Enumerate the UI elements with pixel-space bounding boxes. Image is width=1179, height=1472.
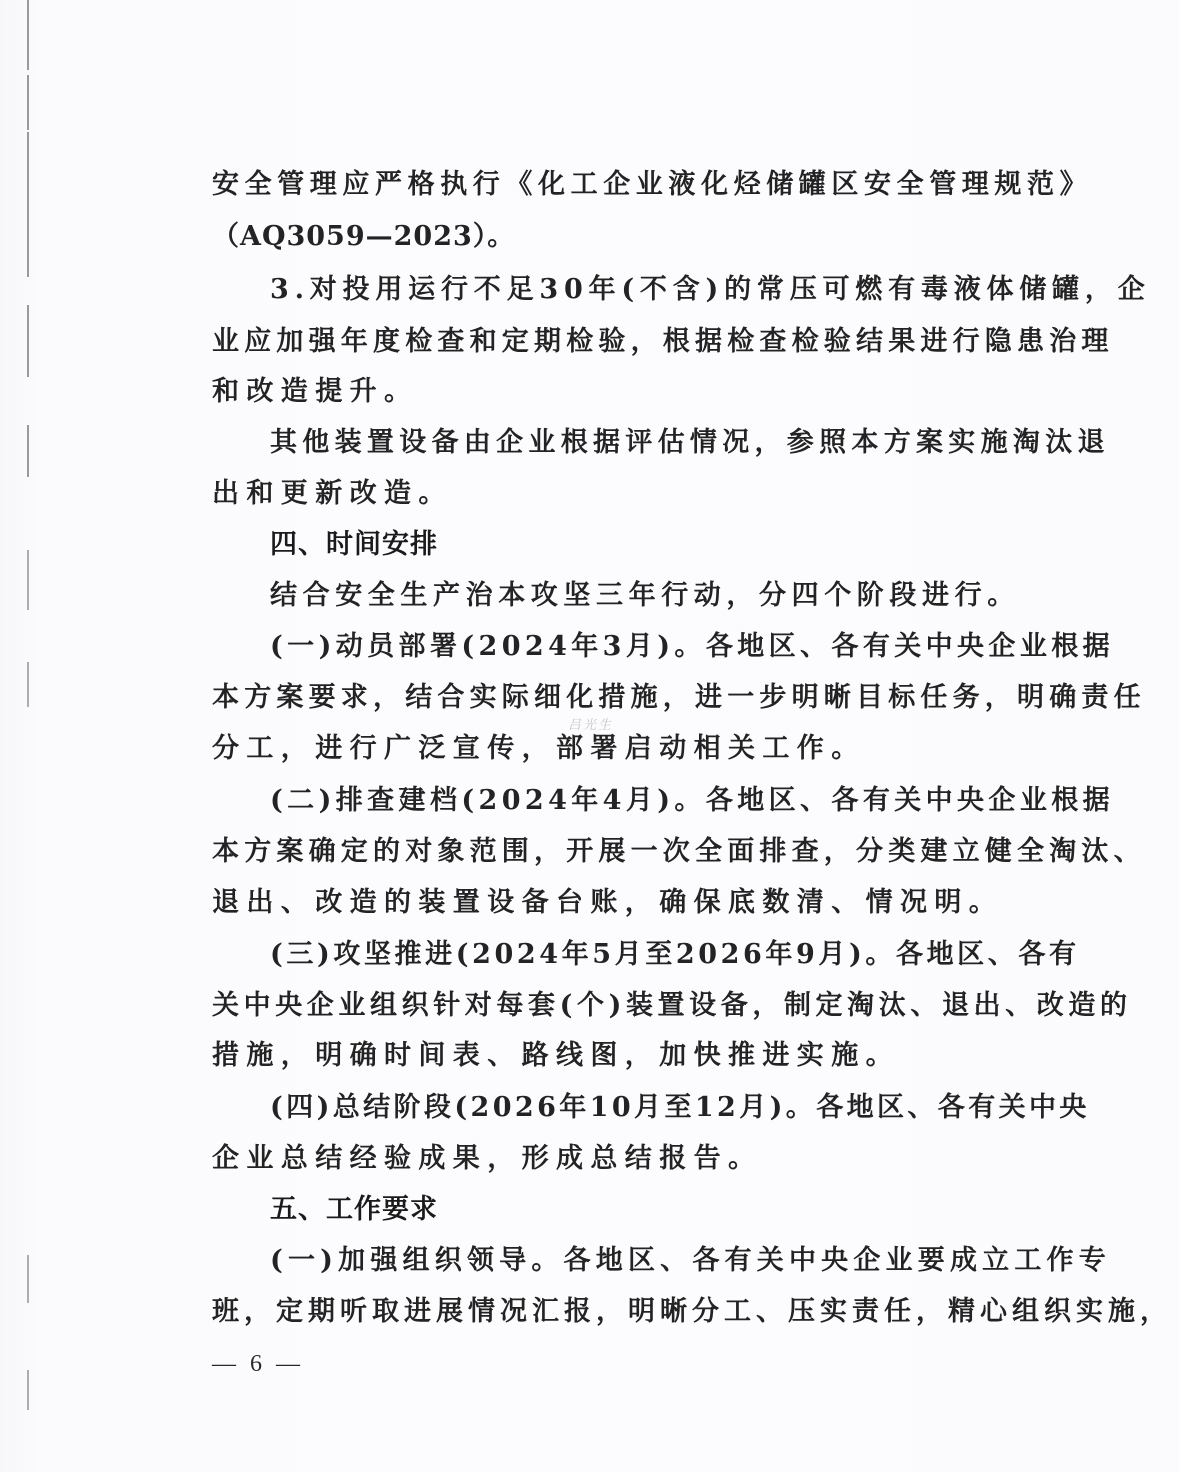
text-line: (一)动员部署(2024年3月)。各地区、各有关中央企业根据 <box>270 631 1115 662</box>
text-line: 3.对投用运行不足30年(不含)的常压可燃有毒液体储罐，企 <box>270 274 1151 305</box>
text-line: (四)总结阶段(2026年10月至12月)。各地区、各有关中央 <box>270 1092 1090 1123</box>
scan-artifact-line <box>27 1255 29 1303</box>
text-line: 和改造提升。 <box>212 376 419 407</box>
page-number: — 6 — <box>212 1351 304 1377</box>
text-line: 本方案要求，结合实际细化措施，进一步明晰目标任务，明确责任 <box>212 682 1146 713</box>
text-line: (三)攻坚推进(2024年5月至2026年9月)。各地区、各有 <box>270 939 1080 970</box>
scan-artifact-line <box>27 662 29 707</box>
text-line: 其他装置设备由企业根据评估情况，参照本方案实施淘汰退 <box>270 427 1110 458</box>
text-line: 退出、改造的装置设备台账，确保底数清、情况明。 <box>212 887 1004 918</box>
section-heading-schedule: 四、时间安排 <box>270 529 438 560</box>
scan-artifact-line <box>27 132 29 277</box>
scan-artifact-line <box>27 1370 29 1410</box>
text-line: （AQ3059—2023）。 <box>212 221 516 252</box>
text-line: 措施，明确时间表、路线图，加快推进实施。 <box>212 1040 900 1071</box>
text-line: 本方案确定的对象范围，开展一次全面排查，分类建立健全淘汰、 <box>212 836 1146 867</box>
scan-artifact-line <box>27 425 29 477</box>
scan-artifact-line <box>27 75 29 130</box>
scan-artifact-line <box>27 305 29 377</box>
watermark: 吕光生 <box>568 718 614 733</box>
scan-artifact-line <box>27 0 29 70</box>
text-line: 企业总结经验成果，形成总结报告。 <box>212 1143 763 1174</box>
text-line: 出和更新改造。 <box>212 478 453 509</box>
text-line: 安全管理应严格执行《化工企业液化烃储罐区安全管理规范》 <box>212 169 1093 200</box>
text-line: 分工，进行广泛宣传，部署启动相关工作。 <box>212 733 866 764</box>
text-line: (二)排查建档(2024年4月)。各地区、各有关中央企业根据 <box>270 785 1115 816</box>
text-line: 班，定期听取进展情况汇报，明晰分工、压实责任，精心组织实施， <box>212 1296 1172 1327</box>
section-heading-requirements: 五、工作要求 <box>270 1194 438 1225</box>
text-line: 结合安全生产治本攻坚三年行动，分四个阶段进行。 <box>270 580 1020 611</box>
text-line: 关中央企业组织针对每套(个)装置设备，制定淘汰、退出、改造的 <box>212 990 1132 1021</box>
scan-artifact-line <box>27 550 29 610</box>
text-line: (一)加强组织领导。各地区、各有关中央企业要成立工作专 <box>270 1245 1111 1276</box>
text-line: 业应加强年度检查和定期检验，根据检查检验结果进行隐患治理 <box>212 326 1114 357</box>
